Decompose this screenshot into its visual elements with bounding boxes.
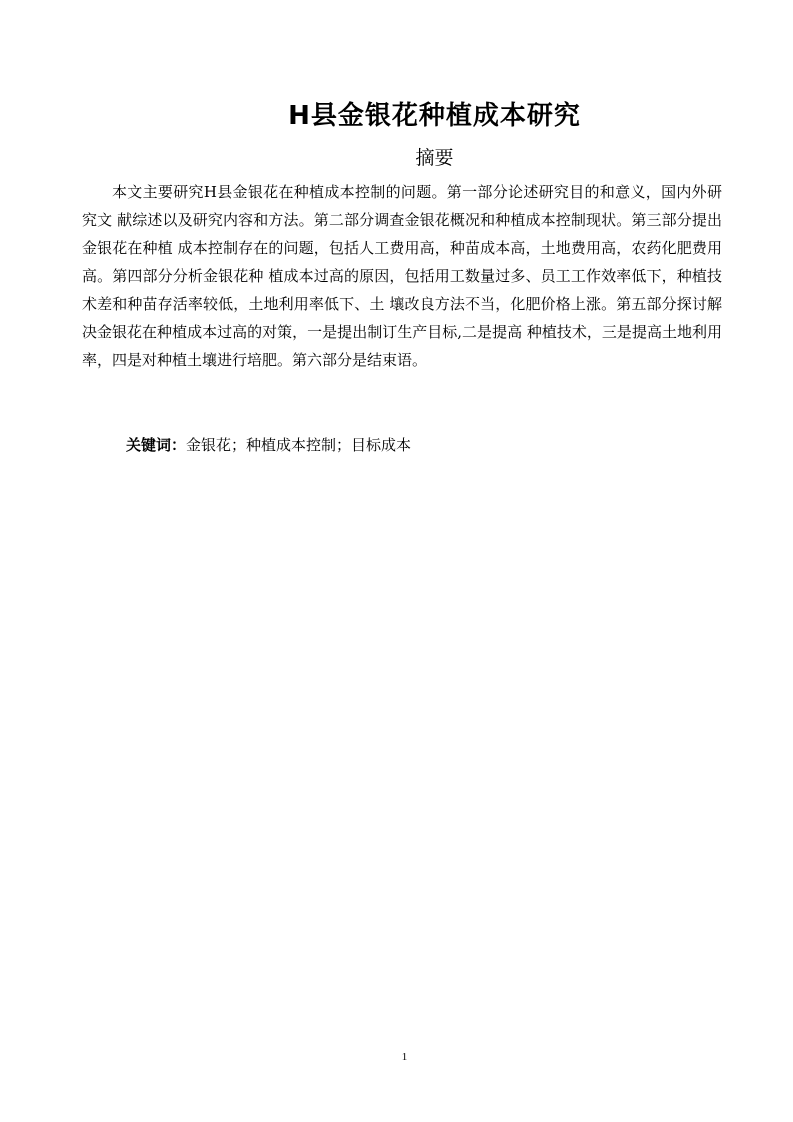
keywords-value: 金银花；种植成本控制；目标成本 xyxy=(186,436,412,454)
document-title: H县金银花种植成本研究 xyxy=(288,101,581,131)
keywords-line xyxy=(82,431,722,459)
abstract-paragraph: 本文主要研究H县金银花在种植成本控制的问题。第一部分论述研究目的和意义，国内外研究文 献综述以及研究内容和方法。第二部分调查金银花概况和种植成本控制现状。第三部分提出金银花在种植 成本控制存在的问题，包括人工费用高，种苗成本高，土地费用高，农药化肥费用高。第四部分分析金银花种 植成本过高的原因，包括用工数量过多、员工工作效率低下，种植技术差和种苗存活率较低，土地利用率低下、土 壤改良方法不当，化肥价格上涨。第五部分探讨解决金银花在种植成本过高的对策，一是提出制订生产目标,二是提高 种植技术，三是提高土地利用率，四是对种植土壤进行培肥。第六部分是结束语。 xyxy=(82,183,722,369)
abstract-heading: 摘要 xyxy=(415,147,454,169)
page-number: 1 xyxy=(401,1051,408,1063)
keywords-label: 关键词： xyxy=(126,436,187,454)
